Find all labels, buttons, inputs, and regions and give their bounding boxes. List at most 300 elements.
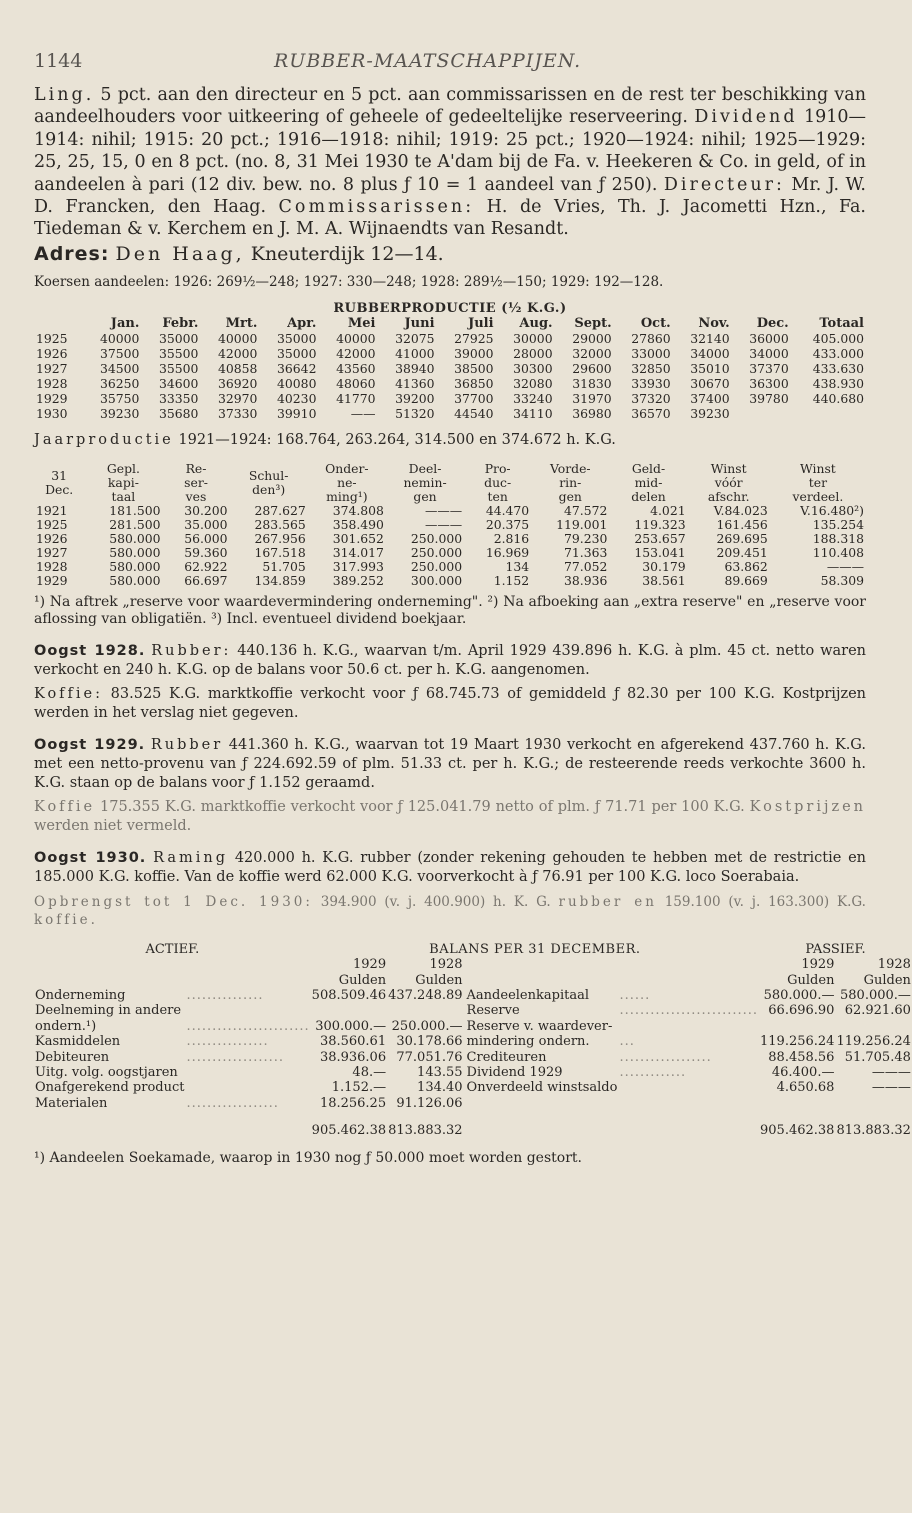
financial-header-line: Gepl. [106, 461, 140, 477]
document-page [34, 50, 911, 1167]
production-cell: 37700 [454, 391, 494, 407]
production-cell: 34600 [158, 376, 199, 392]
production-cell: 34500 [99, 361, 140, 377]
financial-cell: 580.000 [109, 559, 161, 575]
financial-year: 1925 [36, 517, 68, 533]
production-cell: 39230 [690, 406, 730, 422]
oogst-1928-koffie-text: 83.525 K.G. marktkoffie verkocht voor ƒ 68.745.73 of gemiddeld ƒ 82.30 per 100 K.G. Kostprijzen werden in het verslag niet gegeven. [34, 686, 866, 721]
actief-item-label: Materialen [35, 1095, 108, 1111]
production-cell: 38940 [395, 361, 435, 377]
passief-value-1929: 66.696.90 [768, 1003, 835, 1019]
passief-item-dots: ...... [619, 987, 651, 1003]
actief-item-dots: ................... [186, 1049, 284, 1065]
passief-item-label: Crediteuren [466, 1049, 547, 1065]
financial-cell: 56.000 [184, 531, 228, 547]
production-cell: 36570 [631, 406, 671, 422]
balance-row [34, 1050, 912, 1065]
balance-title-row [34, 942, 912, 957]
production-row [34, 406, 866, 421]
financial-cell: 209.451 [716, 545, 768, 561]
financial-cell: 63.862 [724, 559, 768, 575]
financial-cell: 58.309 [820, 573, 864, 589]
production-title: RUBBERPRODUCTIE (½ K.G.) [333, 301, 567, 317]
adres-line [34, 241, 866, 267]
financial-row [34, 546, 866, 560]
financial-cell: 35.000 [184, 517, 228, 533]
financial-cell: 250.000 [410, 559, 463, 575]
passief-value-1929: 46.400.— [771, 1065, 835, 1080]
production-col-header: Totaal [819, 316, 864, 332]
production-cell: 35000 [277, 331, 317, 347]
production-cell: 31970 [572, 391, 612, 407]
financial-header-line: kapi- [107, 475, 139, 491]
passief-item-label [466, 1096, 619, 1111]
production-cell: 39780 [749, 391, 789, 407]
financial-cell: 188.318 [812, 531, 864, 547]
oogst-1928-koffie-label: Koffie: [34, 686, 104, 703]
production-col-header: Febr. [162, 316, 199, 332]
production-cell: 32080 [513, 376, 553, 392]
production-table [34, 301, 866, 421]
passief-year-1929: 1929 [801, 957, 835, 973]
passief-item-label: Reserve [466, 1003, 520, 1019]
passief-value-1929 [759, 1096, 835, 1111]
production-cell: 440.680 [812, 391, 864, 407]
balance-row [34, 1019, 912, 1034]
balance-currency-row [34, 973, 912, 988]
financial-col-header [464, 462, 531, 504]
production-cell: 33000 [631, 346, 671, 362]
financial-header-line: taal [111, 489, 136, 505]
financial-col-header [609, 462, 687, 504]
actief-item-dots [185, 1065, 310, 1080]
actief-value-1929: 1.152.— [331, 1080, 387, 1096]
financial-cell: 181.500 [109, 503, 161, 519]
oogst-1929-koffie-label: Koffie [34, 799, 96, 816]
financial-cell: 51.705 [262, 559, 306, 575]
financial-col-header [84, 462, 162, 504]
production-row [34, 346, 866, 361]
passief-item-dots [618, 1096, 759, 1111]
production-year: 1925 [36, 331, 68, 347]
jaarproductie-label: Jaarproductie [34, 432, 174, 449]
production-cell: 35000 [277, 346, 317, 362]
balance-row [34, 1096, 912, 1111]
financial-row [34, 574, 866, 588]
financial-cell: V.16.480²) [800, 503, 864, 519]
passief-item-label: Reserve v. waardever- [466, 1018, 613, 1034]
kostprijzen-label: Kostprijzen [749, 799, 867, 816]
actief-value-1928: 91.126.06 [396, 1095, 463, 1111]
financial-header-line: afschr. [707, 489, 750, 505]
balance-year-row [34, 957, 912, 972]
production-cell: 40858 [218, 361, 258, 377]
financial-cell: 134.859 [254, 573, 306, 589]
financial-cell: 161.456 [716, 517, 768, 533]
passief-value-1929: 580.000.— [763, 987, 835, 1003]
financial-header-line: Dec. [45, 482, 74, 498]
financial-cell: 71.363 [564, 545, 608, 561]
actief-item-dots: ............... [186, 987, 264, 1003]
actief-item-label: Debiteuren [35, 1049, 110, 1065]
balance-spacer [466, 1111, 619, 1138]
financial-cell: 2.816 [493, 531, 530, 547]
winstverdeeling-text: 5 pct. aan den directeur en 5 pct. aan commissarissen en de rest ter beschikking van aandeelhouders voor uitkeering of geheele of gedeeltelijke reserveering. [34, 85, 866, 128]
running-title: RUBBER-MAATSCHAPPIJEN. [274, 50, 582, 72]
production-cell: 32140 [690, 331, 730, 347]
actief-item-label: Uitg. volg. oogstjaren [35, 1065, 178, 1080]
actief-value-1929: 38.936.06 [319, 1049, 387, 1065]
passief-item-dots: .................. [619, 1049, 712, 1065]
financial-cell: 300.000 [410, 573, 463, 589]
financial-cell: 317.993 [332, 559, 384, 575]
production-cell: 37330 [218, 406, 258, 422]
production-cell: 35680 [158, 406, 199, 422]
oogst-1928-label: Oogst 1928. [34, 643, 146, 660]
passief-year-1928: 1928 [877, 957, 911, 973]
production-cell: 405.000 [812, 331, 864, 347]
financial-cell: 119.001 [556, 517, 608, 533]
production-cell: 36980 [572, 406, 612, 422]
passief-total-1929: 905.462.38 [760, 1123, 835, 1139]
oogst-1929-label: Oogst 1929. [34, 737, 146, 754]
actief-value-1929: 48.— [352, 1065, 387, 1080]
financial-table [34, 462, 866, 588]
oogst-1929-rubber-label: Rubber [150, 737, 224, 754]
production-cell: 433.000 [812, 346, 864, 362]
financial-col-header [230, 462, 308, 504]
financial-cell: 66.697 [184, 573, 228, 589]
financial-header-line: ming¹) [326, 489, 368, 505]
production-cell: 37320 [631, 391, 671, 407]
passief-value-1929: 88.458.56 [768, 1049, 835, 1065]
financial-cell: 374.808 [332, 503, 384, 519]
actief-item-dots: ........................ [186, 1018, 310, 1034]
opbrengst-line [34, 893, 866, 930]
production-year: 1930 [36, 406, 68, 422]
financial-cell: 1.152 [493, 573, 530, 589]
dividend-text: 1910—1914: nihil; 1915: 20 pct.; 1916—1918: nihil; 1919: 25 pct.; 1920—1924: nihil; 1925—1929: 25, 25, 15, 0 en 8 pct. (no. 8, 31 Mei 1930 te A'dam bij de Fa. v. Heekeren & Co. in geld, of in aandeelen à pari (12 div. bew. no. 8 plus ƒ 10 = 1 aandeel van ƒ 250). [34, 107, 866, 195]
actief-label: ACTIEF. [145, 941, 200, 957]
production-year: 1929 [36, 391, 68, 407]
production-row [34, 331, 866, 346]
financial-header-line: Deel- [408, 461, 442, 477]
production-cell: —— [350, 406, 376, 422]
actief-value-1928: 77.051.76 [396, 1049, 463, 1065]
production-cell: 36642 [277, 361, 317, 377]
financial-header-line: ter [808, 475, 828, 491]
passief-total-1928: 813.883.32 [836, 1123, 911, 1139]
financial-cell: 30.179 [642, 559, 686, 575]
financial-col-header [163, 462, 230, 504]
production-cell: 27860 [631, 331, 671, 347]
production-cell: 29000 [572, 331, 612, 347]
production-col-header: Apr. [287, 316, 317, 332]
balance-footnote: ¹) Aandeelen Soekamade, waarop in 1930 nog ƒ 50.000 moet worden gestort. [34, 1149, 582, 1166]
production-cell: 36250 [99, 376, 140, 392]
actief-value-1928: 250.000.— [391, 1018, 463, 1034]
koersen-line: Koersen aandeelen: 1926: 269½—248; 1927: 330—248; 1928: 289½—150; 1929: 192—128. [34, 273, 664, 290]
production-cell: 40000 [336, 331, 376, 347]
financial-header-line: verdeel. [792, 489, 844, 505]
passief-item-dots: ........................... [619, 1003, 759, 1019]
production-cell: 433.630 [812, 361, 864, 377]
financial-cell: ——— [424, 517, 463, 533]
jaarproductie-line [34, 431, 866, 450]
passief-value-1928 [835, 1019, 911, 1034]
production-cell: 33350 [158, 391, 199, 407]
financial-cell: 283.565 [254, 517, 306, 533]
production-col-header: Juli [468, 316, 494, 332]
actief-value-1929: 38.560.61 [319, 1034, 387, 1050]
production-cell: 38500 [454, 361, 494, 377]
financial-header-line: duc- [484, 475, 512, 491]
production-cell: 44540 [454, 406, 494, 422]
passief-value-1928: 62.921.60 [844, 1003, 911, 1019]
production-cell: 30000 [513, 331, 553, 347]
passief-value-1928: 51.705.48 [844, 1049, 911, 1065]
financial-header-line: ne- [337, 475, 357, 491]
financial-cell: 30.200 [184, 503, 228, 519]
financial-cell: 269.695 [716, 531, 768, 547]
actief-year-1928: 1928 [429, 957, 463, 973]
production-cell: 36850 [454, 376, 494, 392]
financial-footnotes: ¹) Na aftrek „reserve voor waardevermindering onderneming". ²) Na afboeking aan „extra reserve" en „reserve voor aflossing van obligatiën. ³) Incl. eventueel dividend boekjaar. [34, 594, 866, 628]
actief-value-1928: 143.55 [417, 1065, 463, 1080]
balance-row [34, 1034, 912, 1049]
actief-value-1928: 30.178.66 [396, 1034, 463, 1050]
production-col-header: Mei [347, 316, 376, 332]
financial-col-header [308, 462, 386, 504]
actief-currency-1929: Gulden [338, 972, 387, 988]
passief-item-dots [618, 1019, 759, 1034]
actief-value-1929: 300.000.— [315, 1018, 387, 1034]
production-cell: 30300 [513, 361, 553, 377]
balance-title: BALANS PER 31 DECEMBER. [429, 941, 641, 957]
winstverdeeling-paragraph [34, 84, 866, 241]
production-cell: 39910 [277, 406, 317, 422]
financial-cell: 314.017 [332, 545, 384, 561]
passief-item-dots: ... [619, 1034, 635, 1050]
financial-cell: 389.252 [332, 573, 384, 589]
passief-item-label: Onverdeeld winstsaldo [466, 1080, 618, 1096]
production-cell: 51320 [395, 406, 435, 422]
production-cell: 42000 [336, 346, 376, 362]
financial-cell: 16.969 [485, 545, 530, 561]
production-row [34, 391, 866, 406]
dividend-label: Dividend [694, 107, 798, 128]
passief-value-1928: ——— [871, 1065, 911, 1080]
jaarproductie-text: 1921—1924: 168.764, 263.264, 314.500 en 374.672 h. K.G. [178, 432, 616, 449]
financial-cell: 267.956 [254, 531, 306, 547]
actief-item-label: Onafgerekend product [35, 1080, 185, 1096]
financial-cell: 358.490 [332, 517, 384, 533]
financial-cell: 135.254 [812, 517, 864, 533]
financial-cell: 38.561 [642, 573, 686, 589]
oogst-1928-rubber-text: 440.136 h. K.G., waarvan t/m. April 1929 439.896 h. K.G. à plm. 45 ct. netto waren verkocht en 240 h. K.G. op de balans voor 50.6 ct. per h. K.G. aangenomen. [34, 643, 867, 678]
production-cell: 40080 [277, 376, 317, 392]
financial-header-line: ves [185, 489, 207, 505]
oogst-1930-raming [34, 849, 866, 886]
actief-value-1929: 508.509.46 [311, 987, 387, 1003]
financial-cell: 580.000 [109, 531, 161, 547]
passief-value-1929 [759, 1019, 835, 1034]
production-cell: 41770 [336, 391, 376, 407]
financial-cell: 79.230 [564, 531, 608, 547]
financial-header-line: Schul- [248, 468, 289, 484]
passief-label: PASSIEF. [805, 941, 866, 957]
oogst-1929-koffie [34, 798, 866, 835]
financial-cell: 20.375 [485, 517, 530, 533]
financial-col-header [688, 462, 770, 504]
actief-currency-1928: Gulden [415, 972, 463, 988]
production-cell [791, 406, 866, 421]
financial-cell: 77.052 [564, 559, 608, 575]
production-cell: 35010 [690, 361, 730, 377]
actief-item-dots [185, 1003, 310, 1018]
production-cell: 37500 [99, 346, 140, 362]
production-cell [732, 406, 791, 421]
balance-row [34, 1080, 912, 1095]
balance-spacer [34, 1111, 185, 1138]
financial-year: 1921 [36, 503, 68, 519]
passief-currency-1928: Gulden [863, 972, 911, 988]
passief-item-label: Dividend 1929 [466, 1065, 563, 1080]
oogst-1929-koffie-text: 175.355 K.G. marktkoffie verkocht voor ƒ 125.041.79 netto of plm. ƒ 71.71 per 100 K.G. [100, 799, 745, 816]
production-row [34, 376, 866, 391]
actief-item-dots: ................ [186, 1034, 269, 1050]
financial-col-header [531, 462, 609, 504]
production-cell: 39200 [395, 391, 435, 407]
balance-row [34, 1065, 912, 1080]
production-cell: 35500 [158, 346, 199, 362]
actief-item-dots [185, 1080, 310, 1095]
actief-item-label: Deelneming in andere [35, 1003, 182, 1019]
financial-header-line: Vorde- [549, 461, 591, 477]
production-year: 1926 [36, 346, 68, 362]
financial-cell: 4.021 [650, 503, 686, 519]
koffie-word: koffie. [34, 912, 98, 929]
production-cell: 438.930 [812, 376, 864, 392]
production-cell: 40000 [99, 331, 140, 347]
financial-cell: V.84.023 [713, 503, 768, 519]
production-cell: 48060 [336, 376, 376, 392]
passief-value-1928: ——— [871, 1080, 911, 1096]
production-cell: 36300 [749, 376, 789, 392]
financial-cell: 59.360 [184, 545, 228, 561]
financial-cell: 44.470 [485, 503, 530, 519]
financial-cell: ——— [424, 503, 463, 519]
production-cell: 27925 [454, 331, 494, 347]
financial-year: 1928 [36, 559, 68, 575]
opbrengst-label: Opbrengst tot 1 Dec. 1930: [34, 893, 313, 910]
page-number: 1144 [34, 50, 83, 72]
production-row [34, 361, 866, 376]
rubber-en-word: rubber en [558, 893, 657, 910]
financial-header-line: 31 [51, 468, 68, 484]
opbrengst-text: 394.900 (v. j. 400.900) h. K. G. [320, 893, 551, 910]
financial-col-header [386, 462, 464, 504]
financial-year: 1927 [36, 545, 68, 561]
oogst-1928-koffie [34, 685, 866, 722]
financial-row [34, 532, 866, 546]
passief-value-1928: 119.256.24 [836, 1034, 911, 1050]
production-col-header: Nov. [698, 316, 730, 332]
financial-header-line: delen [631, 489, 666, 505]
financial-header-line: Pro- [484, 461, 511, 477]
financial-cell: 38.936 [564, 573, 608, 589]
production-cell: 35000 [158, 331, 199, 347]
financial-cell: 153.041 [634, 545, 686, 561]
financial-cell: 253.657 [634, 531, 686, 547]
financial-cell: 250.000 [410, 545, 463, 561]
production-cell: 42000 [218, 346, 258, 362]
production-cell: 33930 [631, 376, 671, 392]
production-cell: 33240 [513, 391, 553, 407]
balance-total-row [34, 1111, 912, 1138]
ling-label: Ling. [34, 85, 95, 105]
actief-item-label: ondern.¹) [35, 1018, 97, 1034]
production-cell: 34110 [513, 406, 553, 422]
production-cell: 39230 [99, 406, 140, 422]
commissarissen-label: Commissarissen: [278, 197, 475, 218]
financial-cell: 301.652 [332, 531, 384, 547]
financial-header-line: vóór [714, 475, 743, 491]
financial-cell: 167.518 [254, 545, 306, 561]
balance-row [34, 1003, 912, 1018]
production-cell: 34000 [690, 346, 730, 362]
financial-cell: 110.408 [812, 545, 864, 561]
financial-col-header [770, 462, 866, 504]
financial-header-line: rin- [559, 475, 582, 491]
financial-cell: 287.627 [254, 503, 306, 519]
actief-total-1928: 813.883.32 [388, 1123, 463, 1139]
financial-header-line: gen [558, 489, 582, 505]
financial-header-line: Re- [185, 461, 207, 477]
production-col-header: Sept. [574, 316, 612, 332]
financial-cell: 119.323 [634, 517, 686, 533]
production-col-header: Oct. [640, 316, 671, 332]
actief-total-1929: 905.462.38 [311, 1123, 387, 1139]
passief-value-1928 [835, 1096, 911, 1111]
actief-value-1929: 18.256.25 [319, 1095, 387, 1111]
balance-spacer [618, 1111, 759, 1138]
production-col-header: Jan. [110, 316, 140, 332]
financial-header-line: Onder- [325, 461, 369, 477]
production-cell: 28000 [513, 346, 553, 362]
production-cell: 40230 [277, 391, 317, 407]
commissarissen-text: H. de Vries, Th. J. Jacometti Hzn., Fa. Tiedeman & v. Kerchem en J. M. A. Wijnaendts van Resandt. [34, 197, 866, 240]
balance-table [34, 942, 912, 1139]
financial-year: 1929 [36, 573, 68, 589]
raming-label: Raming [153, 850, 229, 867]
kostprijzen-text: werden niet vermeld. [34, 817, 192, 834]
financial-cell: 89.669 [724, 573, 768, 589]
actief-year-1929: 1929 [353, 957, 387, 973]
financial-cell: ——— [826, 559, 864, 575]
financial-header-line: nemin- [403, 475, 447, 491]
production-cell: 32075 [395, 331, 435, 347]
passief-item-label: Aandeelenkapitaal [466, 987, 589, 1003]
financial-cell: 580.000 [109, 545, 161, 561]
actief-value-1928: 134.40 [417, 1080, 463, 1096]
balance-row [34, 988, 912, 1003]
production-col-header: Mrt. [225, 316, 258, 332]
oogst-1929-rubber-text: 441.360 h. K.G., waarvan tot 19 Maart 1930 verkocht en afgerekend 437.760 h. K.G. met een netto-provenu van ƒ 224.692.59 of plm. 51.33 ct. per h. K.G.; de resteerende reeds verkochte 3600 h. K.G. staan op de balans voor ƒ 1.152 geraamd. [34, 737, 866, 791]
passief-item-label: mindering ondern. [466, 1034, 590, 1050]
oogst-1929-rubber [34, 736, 866, 792]
actief-value-1928 [387, 1003, 463, 1018]
